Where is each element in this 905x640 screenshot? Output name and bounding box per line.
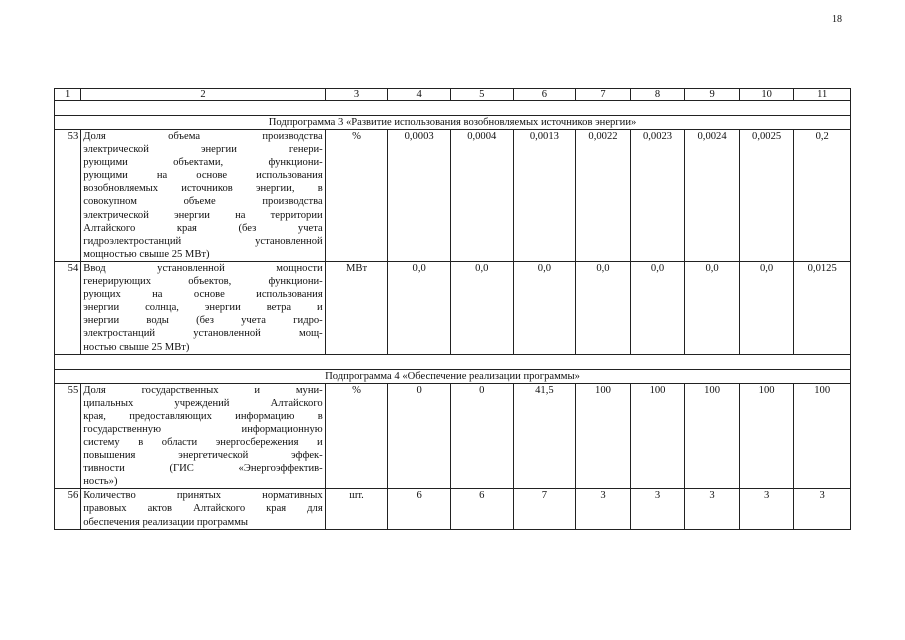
value-cell: 0,0022 — [576, 130, 631, 262]
description-line: генерирующих объектов, функциони- — [83, 276, 323, 288]
value-cell: 3 — [630, 489, 685, 529]
indicator-description — [81, 261, 325, 354]
value-cell: 0,0023 — [630, 130, 685, 262]
spacer-cell — [55, 101, 851, 116]
value-cell: 0,0 — [450, 261, 513, 354]
value-cell: 0,0 — [685, 261, 740, 354]
value-cell: 41,5 — [513, 383, 576, 489]
unit-cell: МВт — [325, 261, 388, 354]
value-cell: 3 — [794, 489, 851, 529]
value-cell: 0,0 — [739, 261, 794, 354]
row-number: 55 — [55, 383, 81, 489]
table-row — [55, 489, 851, 529]
value-cell: 3 — [685, 489, 740, 529]
section-title: Подпрограмма 3 «Развитие использования возобновляемых источников энергии» — [55, 116, 851, 130]
description-line: электростанций установленной мощ- — [83, 328, 323, 340]
unit-cell: шт. — [325, 489, 388, 529]
description-line: ностью свыше 25 МВт) — [83, 341, 190, 353]
description-line: ность») — [83, 476, 118, 488]
value-cell: 0 — [450, 383, 513, 489]
table-row — [55, 130, 851, 262]
value-cell: 7 — [513, 489, 576, 529]
section-spacer — [55, 101, 851, 116]
description-line: энергии солнца, энергии ветра и — [83, 302, 323, 314]
description-line: государственную информационную — [83, 423, 323, 435]
section-heading-row — [55, 369, 851, 383]
row-number: 54 — [55, 261, 81, 354]
indicator-description — [81, 489, 325, 529]
indicator-description — [81, 383, 325, 489]
column-header: 10 — [739, 89, 794, 101]
column-header: 6 — [513, 89, 576, 101]
description-line: Алтайского края (без учета — [83, 222, 323, 234]
value-cell: 0,0004 — [450, 130, 513, 262]
value-cell: 100 — [576, 383, 631, 489]
description-line: обеспечения реализации программы — [83, 516, 249, 528]
description-line: энергии воды (без учета гидро- — [83, 315, 323, 327]
value-cell: 100 — [794, 383, 851, 489]
description-line: совокупном объеме производства — [83, 196, 323, 208]
spacer-cell — [55, 354, 851, 369]
value-cell: 0,0003 — [388, 130, 451, 262]
description-line: Ввод установленной мощности — [83, 262, 323, 274]
column-header: 7 — [576, 89, 631, 101]
value-cell: 0,0125 — [794, 261, 851, 354]
column-number-row — [55, 89, 851, 101]
description-line: Доля государственных и муни- — [83, 384, 323, 396]
value-cell: 100 — [685, 383, 740, 489]
column-header: 8 — [630, 89, 685, 101]
value-cell: 0,0024 — [685, 130, 740, 262]
value-cell: 3 — [576, 489, 631, 529]
unit-cell: % — [325, 130, 388, 262]
value-cell: 6 — [388, 489, 451, 529]
section-spacer — [55, 354, 851, 369]
description-line: гидроэлектростанций установленной — [83, 235, 323, 247]
description-line: Количество принятых нормативных — [83, 490, 323, 502]
page-number: 18 — [832, 14, 842, 25]
section-heading-row — [55, 116, 851, 130]
column-header: 4 — [388, 89, 451, 101]
description-line: рующих на основе использования — [83, 289, 323, 301]
value-cell: 3 — [739, 489, 794, 529]
value-cell: 100 — [739, 383, 794, 489]
row-number: 53 — [55, 130, 81, 262]
value-cell: 0,2 — [794, 130, 851, 262]
value-cell: 0,0 — [576, 261, 631, 354]
column-header: 9 — [685, 89, 740, 101]
description-line: ципальных учреждений Алтайского — [83, 397, 323, 409]
description-line: правовых актов Алтайского края для — [83, 503, 323, 515]
column-header: 1 — [55, 89, 81, 101]
column-header: 5 — [450, 89, 513, 101]
column-header: 3 — [325, 89, 388, 101]
description-line: Доля объема производства — [83, 131, 323, 142]
description-line: повышения энергетической эффек- — [83, 450, 323, 462]
row-number: 56 — [55, 489, 81, 529]
indicator-description — [81, 130, 325, 262]
description-line: рующими объектами, функциони- — [83, 157, 323, 169]
value-cell: 0,0 — [388, 261, 451, 354]
description-line: рующими на основе использования — [83, 170, 323, 182]
indicators-table — [54, 88, 851, 530]
value-cell: 6 — [450, 489, 513, 529]
description-line: систему в области энергосбережения и — [83, 436, 323, 448]
description-line: тивности (ГИС «Энергоэффектив- — [83, 463, 323, 475]
description-line: мощностью свыше 25 МВт) — [83, 248, 210, 260]
section-title: Подпрограмма 4 «Обеспечение реализации программы» — [55, 369, 851, 383]
column-header: 11 — [794, 89, 851, 101]
description-line: края, предоставляющих информацию в — [83, 410, 323, 422]
unit-cell: % — [325, 383, 388, 489]
value-cell: 100 — [630, 383, 685, 489]
table-row — [55, 383, 851, 489]
value-cell: 0,0 — [513, 261, 576, 354]
value-cell: 0 — [388, 383, 451, 489]
value-cell: 0,0013 — [513, 130, 576, 262]
description-line: возобновляемых источников энергии, в — [83, 183, 323, 195]
column-header: 2 — [81, 89, 325, 101]
description-line: электрической энергии генери- — [83, 144, 323, 156]
value-cell: 0,0 — [630, 261, 685, 354]
description-line: электрической энергии на территории — [83, 209, 323, 221]
value-cell: 0,0025 — [739, 130, 794, 262]
table-row — [55, 261, 851, 354]
